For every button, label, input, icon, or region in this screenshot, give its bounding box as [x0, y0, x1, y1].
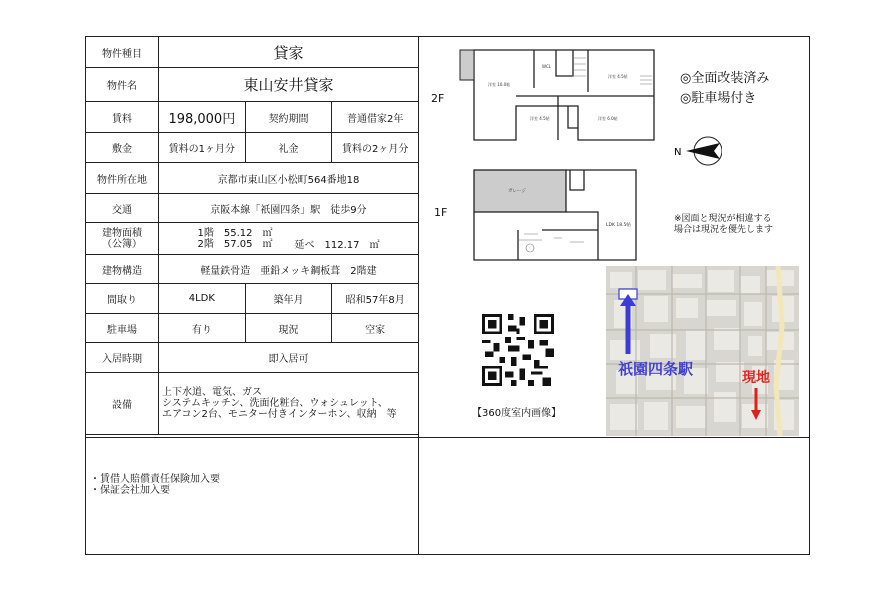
- floor-area-label-line1: 建物面積: [102, 227, 142, 239]
- floor-2f-label: 2F: [431, 92, 445, 105]
- deposit-label: 敷金: [86, 133, 159, 163]
- address-value: 京都市東山区小松町564番地18: [159, 163, 419, 194]
- room-1f-ldk: LDK 18.5帖: [606, 223, 631, 228]
- notes: [90, 474, 220, 496]
- row-structure: [86, 255, 419, 284]
- built-value: 昭和57年8月: [332, 284, 419, 314]
- type-label: 物件種目: [86, 37, 159, 68]
- floor-area-label: [86, 223, 159, 255]
- room-2f-2: WCL: [542, 64, 551, 69]
- structure-label: 建物構造: [86, 255, 159, 284]
- row-name: [86, 68, 419, 102]
- layout-label: 間取り: [86, 284, 159, 314]
- layout-value: 4LDK: [159, 284, 246, 314]
- status-value: 空家: [332, 314, 419, 343]
- name-value: 東山安井貸家: [159, 68, 419, 102]
- equipment-value: [159, 373, 419, 435]
- qr-code[interactable]: [482, 314, 554, 386]
- compass-north-label: N: [674, 147, 682, 158]
- room-2f-5: 洋室 6.0帖: [598, 116, 618, 121]
- note-guarantor: ・保証会社加入要: [90, 485, 170, 496]
- equipment-line1: 上下水道、電気、ガス: [162, 387, 262, 398]
- move-in-value: 即入居可: [159, 343, 419, 373]
- row-layout: [86, 284, 419, 314]
- row-parking: [86, 314, 419, 343]
- address-label: 物件所在地: [86, 163, 159, 194]
- rent-label: 賃料: [86, 102, 159, 133]
- move-in-label: 入居時期: [86, 343, 159, 373]
- equipment-line3: エアコン2台、モニター付きインターホン、収納 等: [162, 409, 397, 420]
- term-label: 契約期間: [245, 102, 332, 133]
- compass-icon: [674, 134, 722, 170]
- deposit-value: 賃料の1ヶ月分: [159, 133, 246, 163]
- note-insurance: ・賃借人賠償責任保険加入要: [90, 474, 220, 485]
- equipment-label: 設備: [86, 373, 159, 435]
- room-1f-garage: ガレージ: [508, 189, 526, 194]
- row-rent: [86, 102, 419, 133]
- parking-label: 駐車場: [86, 314, 159, 343]
- row-floor-area: [86, 223, 419, 255]
- caution-note: [674, 214, 773, 236]
- floor-1f-label: 1F: [434, 206, 448, 219]
- row-type: [86, 37, 419, 68]
- feature-parking: ◎駐車場付き: [680, 91, 757, 106]
- built-label: 築年月: [245, 284, 332, 314]
- feature-renovated: ◎全面改装済み: [680, 71, 770, 86]
- caution-line1: ※図面と現況が相違する: [674, 214, 772, 224]
- floorplan-2f: [458, 48, 658, 144]
- room-2f-1: 洋室 10.0帖: [488, 82, 511, 87]
- area-map[interactable]: [606, 266, 799, 436]
- transport-value: 京阪本線「祇園四条」駅 徒歩9分: [159, 194, 419, 223]
- row-deposit: [86, 133, 419, 163]
- floor-area-total: 延べ 112.17 ㎡: [294, 240, 380, 251]
- floor-area-2f: 2階 57.05 ㎡: [197, 238, 273, 250]
- term-value: 普通借家2年: [332, 102, 419, 133]
- floor-area-value: [159, 223, 419, 255]
- caution-line2: 場合は現況を優先します: [674, 225, 774, 235]
- site-label: 現地: [742, 370, 770, 386]
- key-money-value: 賃料の2ヶ月分: [332, 133, 419, 163]
- row-equipment: [86, 373, 419, 435]
- room-2f-4: 洋室 4.5帖: [530, 116, 550, 121]
- status-label: 現況: [245, 314, 332, 343]
- row-transport: [86, 194, 419, 223]
- type-value: 貸家: [159, 37, 419, 68]
- row-address: [86, 163, 419, 194]
- property-spec-table: [85, 36, 419, 435]
- floor-area-label-line2: （公簿）: [102, 238, 142, 250]
- name-label: 物件名: [86, 68, 159, 102]
- transport-label: 交通: [86, 194, 159, 223]
- key-money-label: 礼金: [245, 133, 332, 163]
- rent-value: 198,000円: [159, 102, 246, 133]
- parking-value: 有り: [159, 314, 246, 343]
- station-label: 祇園四条駅: [618, 360, 694, 378]
- floor-area-1f: 1階 55.12 ㎡: [197, 227, 273, 239]
- equipment-line2: システムキッチン、洗面化粧台、ウォシュレット、: [162, 398, 388, 409]
- floorplan-1f: [458, 168, 658, 264]
- row-move-in: [86, 343, 419, 373]
- horizontal-divider: [85, 437, 810, 438]
- structure-value: 軽量鉄骨造 亜鉛メッキ鋼板葺 2階建: [159, 255, 419, 284]
- room-2f-3: 洋室 4.5帖: [608, 74, 628, 79]
- qr-caption: 【360度室内画像】: [472, 408, 562, 419]
